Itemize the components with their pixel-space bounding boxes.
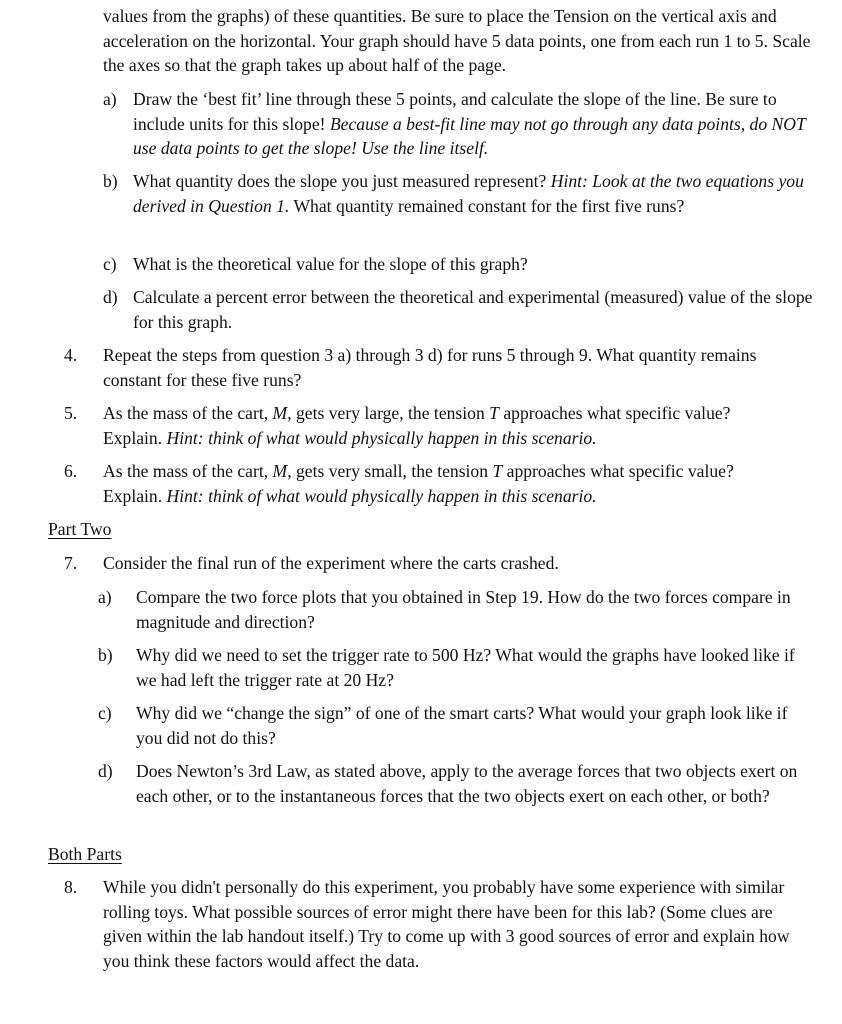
question-3d-text: Calculate a percent error between the theoretical and experimental (measured) value of the slope for this graph. <box>133 287 813 332</box>
question-7d-label: d) <box>98 761 113 781</box>
question-6-number: 6. <box>64 461 78 481</box>
question-5-text-2: , gets very large, the tension <box>287 403 490 423</box>
question-6-text-2: , gets very small, the tension <box>287 461 493 481</box>
question-7 <box>64 551 789 576</box>
question-3a-label: a) <box>103 89 117 109</box>
question-7b <box>98 643 803 692</box>
intro-text: values from the graphs) of these quantities. Be sure to place the Tension on the vertical axis and acceleration on the horizontal. Your graph should have 5 data points, one from each run 1 to 5. Scale the axes so that the graph takes up about half of the page. <box>103 6 811 76</box>
question-7-text: Consider the final run of the experiment where the carts crashed. <box>103 553 559 573</box>
question-7a <box>98 585 803 634</box>
question-6-text-3: approaches what specific value? Explain. <box>103 461 734 506</box>
question-3a <box>103 87 823 161</box>
question-5 <box>64 401 789 450</box>
both-parts-heading: Both Parts <box>48 844 122 864</box>
question-6-hint: Hint: think of what would physically happen in this scenario. <box>166 485 597 506</box>
question-7a-label: a) <box>98 587 112 607</box>
question-5-hint: Hint: think of what would physically happen in this scenario. <box>166 427 597 448</box>
tension-symbol: T <box>489 403 499 423</box>
question-7c-text: Why did we “change the sign” of one of the smart carts? What would your graph look like if you did not do this? <box>136 703 788 748</box>
question-4 <box>64 343 789 392</box>
question-7d-text: Does Newton’s 3rd Law, as stated above, apply to the average forces that two objects exert on each other, or to the instantaneous forces that the two objects exert on each other, or both? <box>136 761 798 806</box>
question-8 <box>64 875 804 974</box>
question-3b-text2: What quantity remained constant for the first five runs? <box>289 195 685 216</box>
question-3a-text: Draw the ‘best fit’ line through these 5 points, and calculate the slope of the line. Be sure to include units for this slope! <box>133 89 777 134</box>
question-7a-text: Compare the two force plots that you obtained in Step 19. How do the two forces compare in magnitude and direction? <box>136 587 791 632</box>
question-3c-label: c) <box>103 254 117 274</box>
question-7d <box>98 759 803 808</box>
intro-paragraph <box>103 4 823 78</box>
mass-symbol: M <box>272 403 288 423</box>
question-3d <box>103 285 823 334</box>
question-5-text-1: As the mass of the cart, <box>103 403 273 423</box>
question-3a-italic: Because a best-fit line may not go through any data points, do NOT use data points to get the slope! Use the line itself. <box>133 113 806 159</box>
question-3b-label: b) <box>103 171 118 191</box>
mass-symbol: M <box>272 461 288 481</box>
part-two-heading: Part Two <box>48 519 112 539</box>
question-3d-label: d) <box>103 287 118 307</box>
question-5-text-3: approaches what specific value? Explain. <box>103 403 731 448</box>
question-7c <box>98 701 803 750</box>
question-7c-label: c) <box>98 703 112 723</box>
tension-symbol: T <box>492 461 503 481</box>
question-3b-text: What quantity does the slope you just measured represent? <box>133 171 551 191</box>
question-3b-hint: Hint: Look at the two equations you derived in Question 1. <box>133 171 804 216</box>
question-5-number: 5. <box>64 403 78 423</box>
question-3c <box>103 252 823 277</box>
question-3b <box>103 169 823 218</box>
question-4-text: Repeat the steps from question 3 a) through 3 d) for runs 5 through 9. What quantity remains constant for these five runs? <box>103 345 757 390</box>
question-4-number: 4. <box>64 345 78 365</box>
question-6 <box>64 459 789 508</box>
question-8-text: While you didn't personally do this experiment, you probably have some experience with similar rolling toys. What possible sources of error might there have been for this lab? (Some clues are given within the lab handout itself.) Try to come up with 3 good sources of error and explain how you think these factors would affect the data. <box>103 877 790 972</box>
question-8-number: 8. <box>64 877 78 897</box>
question-7b-text: Why did we need to set the trigger rate to 500 Hz? What would the graphs have looked like if we had left the trigger rate at 20 Hz? <box>136 645 795 690</box>
question-7b-label: b) <box>98 645 113 665</box>
question-7-number: 7. <box>64 553 78 573</box>
question-3c-text: What is the theoretical value for the slope of this graph? <box>133 254 528 274</box>
question-6-text-1: As the mass of the cart, <box>103 461 273 481</box>
